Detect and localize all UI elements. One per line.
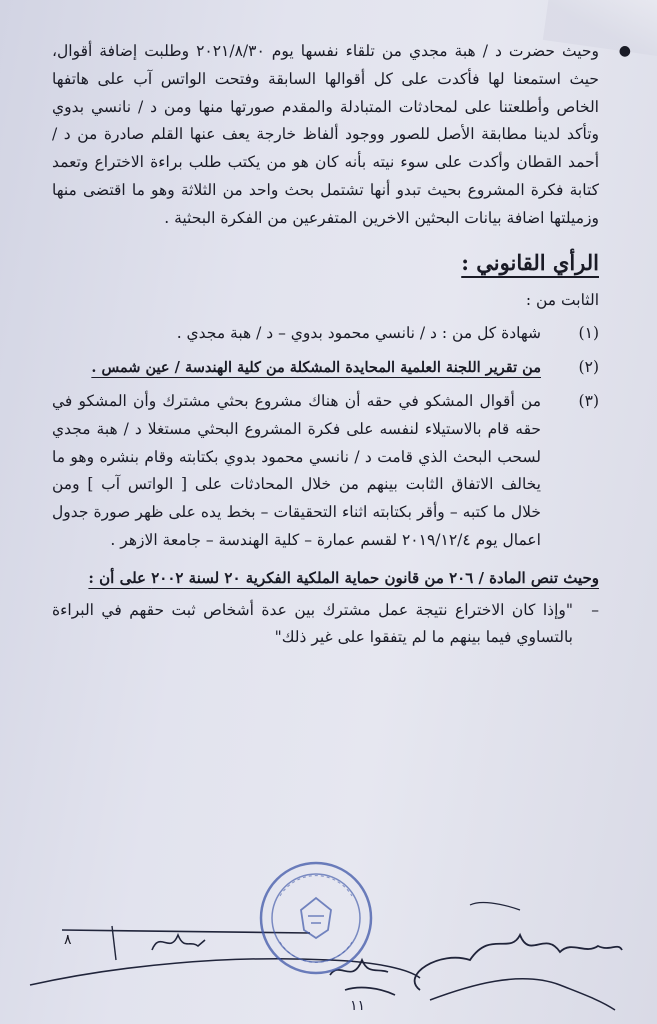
list-item-text: من تقرير اللجنة العلمية المحايدة المشكلة من كلية الهندسة / عين شمس . (91, 359, 541, 377)
article-heading: وحيث تنص المادة / ٢٠٦ من قانون حماية الملكية الفكرية ٢٠ لسنة ٢٠٠٢ على أن : (88, 568, 599, 587)
list-item-number: (٢) (578, 358, 599, 377)
list-item-text: من أقوال المشكو في حقه أن هناك مشروع بحثي مشترك وأن المشكو في حقه قام بالاستيلاء لنفسه على فكرة المشروع البحثي مستغلا د / هبة مجدي لسحب البحث الذي قامت د / نانسي محمود بدوي بكتابته وقام بنشره وهو ما يخالف الاتفاق الثابت بينهم من خلال المحادثات على [ الواتس آب ] ومن خلال ما كتبه – وأقر بكتابته اثناء التحقيقات – بخط يده على ظهر صورة جدول اعمال يوم ٢٠١٩/١٢/٤ لقسم عمارة – كلية الهندسة – جامعة الازهر . (52, 391, 541, 549)
bullet-paragraph-text: وحيث حضرت د / هبة مجدي من تلقاء نفسها يوم ٢٠٢١/٨/٣٠ وطلبت إضافة أقوال، حيث استمعنا لها فأكدت على كل أقوالها السابقة وفتحت الواتس آب على هاتفها الخاص وأطلعتنا على لمحادثات المتبادلة والمقدم صورتها منها ومن د / نانسي بدوي وتأكد لدينا مطابقة الأصل للصور ووجود ألفاظ خارجة يعف عنها القلم صادرة من د / أحمد القطان وأكدت على سوء نيته بأنه كان هو من يكتب طلب براءة الاختراع وتعمد كتابة فكرة المشروع بحيث تبدو أنها تشتمل بحث واحد من الثلاثة وهو ما اقتضى منها وزميلتها اضافة بيانات البحثين الاخرين المتفرعين من الفكرة البحثية . (52, 42, 599, 227)
list-item-number: (١) (578, 324, 599, 343)
legal-opinion-title: الرأي القانوني : (461, 249, 599, 275)
page-number: ٨ (64, 932, 72, 948)
quote-text: "وإذا كان الاختراع نتيجة عمل مشترك بين عدة أشخاص ثبت حقهم في البراءة بالتساوي فيما بينهم ما لم يتفقوا على غير ذلك" (52, 600, 573, 647)
proven-from-label: الثابت من : (525, 290, 599, 309)
bullet-icon: ● (618, 43, 631, 59)
signature-right-underline-icon (430, 979, 615, 1010)
signature-left-icon (152, 935, 205, 950)
list-item-text: شهادة كل من : د / نانسي محمود بدوي – د / هبة مجدي . (176, 324, 541, 343)
signature-stroke-icon (470, 903, 520, 910)
official-stamp-icon (256, 858, 376, 978)
list-item-number: (٣) (578, 391, 599, 410)
handwritten-number: ١١ (349, 998, 365, 1014)
signature-right-icon (415, 935, 622, 990)
quote-dash: – (591, 600, 599, 619)
